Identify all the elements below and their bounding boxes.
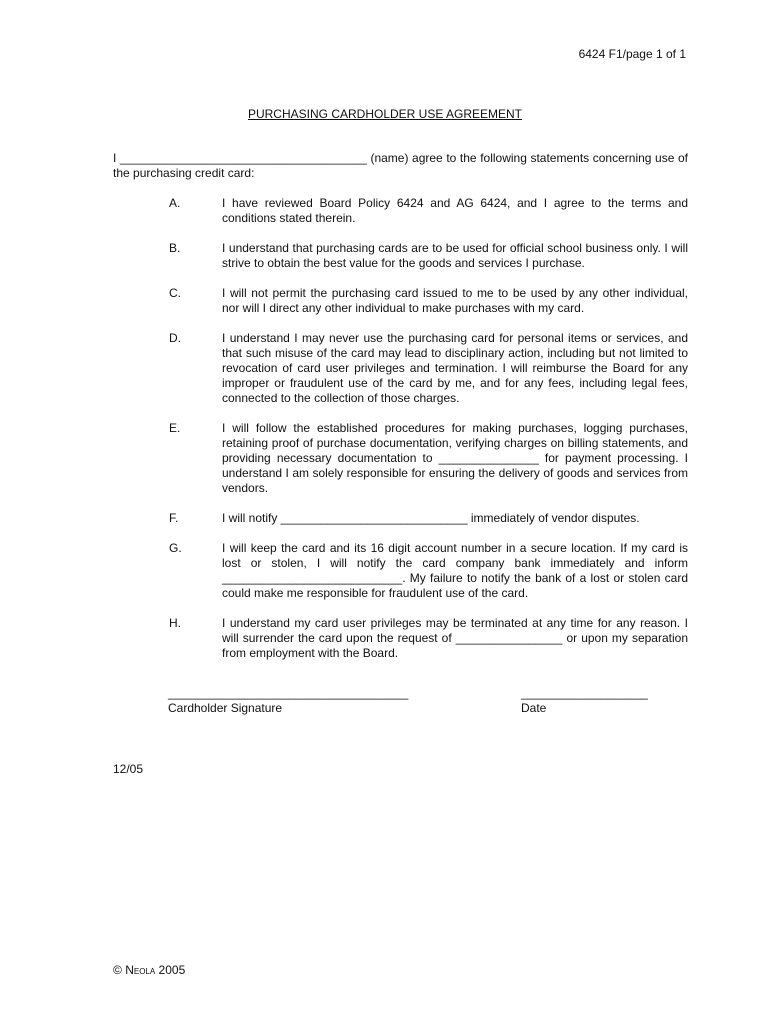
agreement-item-f bbox=[169, 511, 688, 526]
item-text: I will keep the card and its 16 digit account number in a secure location. If my card is lost or stolen, I will notify the card company bank immediately and inform ___________________________. My failure to notify the bank of a lost or stolen card could make me responsible for fraudulent use of the card. bbox=[222, 541, 688, 600]
cardholder-signature-label: Cardholder Signature bbox=[168, 701, 283, 715]
item-text: I understand I may never use the purchasing card for personal items or services, and that such misuse of the card may lead to disciplinary action, including but not limited to revocation of card user privileges and termination. I will reimburse the Board for any improper or fraudulent use of the card by me, and for any fees, including legal fees, connected to the collection of those charges. bbox=[222, 331, 688, 405]
page-reference: 6424 F1/page 1 of 1 bbox=[578, 47, 686, 61]
agreement-item-e bbox=[169, 421, 688, 496]
item-letter: C. bbox=[169, 286, 181, 300]
company-name: Neola bbox=[125, 963, 156, 977]
revision-date: 12/05 bbox=[113, 762, 144, 776]
cardholder-signature-line: ____________________________________ bbox=[168, 686, 409, 700]
item-text: I will notify ____________________________ immediately of vendor disputes. bbox=[222, 511, 640, 525]
item-letter: A. bbox=[169, 196, 181, 210]
cardholder-signature-area bbox=[168, 686, 408, 716]
item-letter: H. bbox=[169, 616, 181, 630]
copyright-year: 2005 bbox=[158, 963, 186, 977]
item-text: I will follow the established procedures for making purchases, logging purchases, retaining proof of purchase documentation, verifying charges on billing statements, and providing necessary documentation to _______________ for payment processing. I understand I am solely responsible for ensuring the delivery of goods and services from vendors. bbox=[222, 421, 688, 495]
document-title: PURCHASING CARDHOLDER USE AGREEMENT bbox=[247, 107, 523, 121]
agreement-items-list bbox=[169, 196, 688, 676]
agreement-item-a bbox=[169, 196, 688, 226]
item-text: I understand my card user privileges may be terminated at any time for any reason. I will surrender the card upon the request of ________________ or upon my separation from employment with the Board. bbox=[222, 616, 688, 660]
agreement-item-c bbox=[169, 286, 688, 316]
agreement-item-b bbox=[169, 241, 688, 271]
intro-statement: I _____________________________________ (name) agree to the following statements concerning use of the purchasing credit card: bbox=[113, 151, 688, 180]
item-text: I have reviewed Board Policy 6424 and AG 6424, and I agree to the terms and conditions stated therein. bbox=[222, 196, 688, 225]
agreement-item-g bbox=[169, 541, 688, 601]
agreement-item-d bbox=[169, 331, 688, 406]
item-letter: D. bbox=[169, 331, 181, 345]
item-letter: F. bbox=[169, 511, 179, 525]
copyright-symbol: © bbox=[113, 963, 122, 977]
date-label: Date bbox=[521, 701, 547, 715]
item-letter: E. bbox=[169, 421, 181, 435]
item-letter: G. bbox=[169, 541, 182, 555]
item-text: I will not permit the purchasing card issued to me to be used by any other individual, nor will I direct any other individual to make purchases with my card. bbox=[222, 286, 688, 315]
agreement-item-h bbox=[169, 616, 688, 661]
item-text: I understand that purchasing cards are to be used for official school business only. I will strive to obtain the best value for the goods and services I purchase. bbox=[222, 241, 688, 270]
copyright-footer bbox=[113, 963, 185, 977]
item-letter: B. bbox=[169, 241, 181, 255]
date-line: ___________________ bbox=[521, 686, 648, 700]
date-area bbox=[521, 686, 648, 716]
